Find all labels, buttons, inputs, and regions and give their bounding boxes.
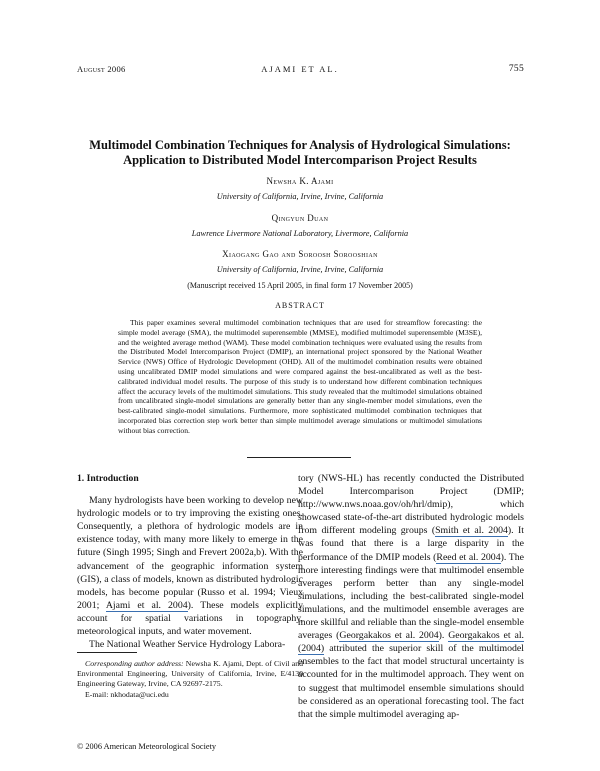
abstract-text: This paper examines several multimodel combination techniques that are used for streamflow forecasting: the simple model average (SMA), the multimodel superensemble (MMSE), modified multimodel superensemble (M3SE), and the weighted average method (WAM). These model combination techniques were evaluated using the results from the Distributed Model Intercomparison Project (DMIP), an international project sponsored by the National Weather Service (NWS) Office of Hydrologic Development (OHD). All of the multimodel combination results were obtained using uncalibrated DMIP model simulations and were compared against the best-uncalibrated as well as the best-calibrated individual model results. The purpose of this study is to understand how different combination techniques affect the accuracy levels of the multimodel simulations. This study revealed that the multimodel simulations obtained from uncalibrated single-model simulations are generally better than any single-member model simulations, even the best-calibrated single-model simulations. Furthermore, more sophisticated multimodel combination techniques that incorporated bias correction step work better than simple multimodel average simulations or multimodel simulations without bias correction. — [118, 318, 482, 435]
paper-title — [0, 138, 600, 168]
citation-link[interactable]: Georgakakos et al. (2004) — [298, 630, 525, 655]
citation-link[interactable]: Georgakakos et al. 2004 — [339, 630, 439, 642]
footnote-divider — [77, 652, 137, 653]
affiliation-1: University of California, Irvine, Irvine, California — [216, 192, 384, 201]
affiliation-2: Lawrence Livermore National Laboratory, Livermore, California — [191, 229, 409, 238]
page-number: 755 — [508, 64, 524, 74]
left-column — [77, 472, 303, 651]
author-3: Xiaogang Gao and Soroosh Sorooshian — [222, 249, 378, 259]
citation-link[interactable]: Ajami et al. 2004 — [105, 599, 188, 611]
footnote-label: Corresponding author address: — [85, 659, 184, 668]
author-1: Newsha K. Ajami — [266, 176, 334, 186]
intro-paragraph-2-continued: tory (NWS-HL) has recently conducted the Distributed Model Intercomparison Project (DMIP; http://www.nws.noaa.gov/oh/hrl/dmip), which showcased state-of-the-art distributed hydrologic models from different modeling groups (Smith et al. 2004). It was found that there is a large disparity in the performance of the DMIP models (Reed et al. 2004). The more interesting findings were that multimodel ensemble averages perform better than any single-model simulations, including the best-calibrated single-model simulations, and the multimodel ensemble averages are more skillful and reliable than the single-model ensemble averages (Georgakakos et al. 2004). Georgakakos et al. (2004) attributed the superior skill of the multimodel ensembles to the fact that model structural uncertainty is accounted for in the multimodel approach. They went on to suggest that multimodel ensemble simulations should be considered as an operational forecasting tool. The fact that the simple multimodel averaging ap- — [298, 473, 525, 720]
corresponding-author-footnote: Corresponding author address: Newsha K. Ajami, Dept. of Civil and Environmental Engineering, University of California, Irvine, E/4130 Engineering Gateway, Irvine, CA 92697-2175. E-mail: nkhodata@uci.edu — [77, 659, 303, 699]
copyright-notice: © 2006 American Meteorological Society — [77, 742, 217, 751]
right-column — [298, 472, 524, 721]
running-header-authors: AJAMI ET AL. — [261, 64, 339, 74]
section-divider — [247, 457, 351, 458]
running-header-date: August 2006 — [77, 64, 126, 74]
intro-paragraph-1: Many hydrologists have been working to develop new hydrologic models or to try improving the existing ones. Consequently, a plethora of hydrologic models are in existence today, with many more likely to emerge in the future (Singh 1995; Singh and Frevert 2002a,b). With the advancement of the geographic information system (GIS), a class of models, known as distributed hydrologic models, has become popular (Russo et al. 1994; Vieux 2001; Ajami et al. 2004). These models explicitly account for spatial variations in topography, meteorological inputs, and water movement. — [77, 495, 303, 638]
title-line-1: Multimodel Combination Techniques for Analysis of Hydrological Simulations: — [89, 138, 511, 152]
intro-paragraph-2: The National Weather Service Hydrology Labora- — [89, 639, 286, 651]
affiliation-3: University of California, Irvine, Irvine, California — [216, 265, 384, 274]
citation-link[interactable]: Smith et al. 2004 — [435, 525, 508, 537]
footnote-email: E-mail: nkhodata@uci.edu — [85, 689, 169, 699]
manuscript-dates: (Manuscript received 15 April 2005, in final form 17 November 2005) — [187, 281, 413, 290]
citation-link[interactable]: Reed et al. 2004 — [436, 551, 501, 563]
abstract-heading: ABSTRACT — [275, 301, 325, 310]
title-line-2: Application to Distributed Model Intercomparison Project Results — [123, 153, 477, 167]
author-2: Qingyun Duan — [271, 213, 329, 223]
section-heading-introduction: 1. Introduction — [77, 473, 139, 484]
